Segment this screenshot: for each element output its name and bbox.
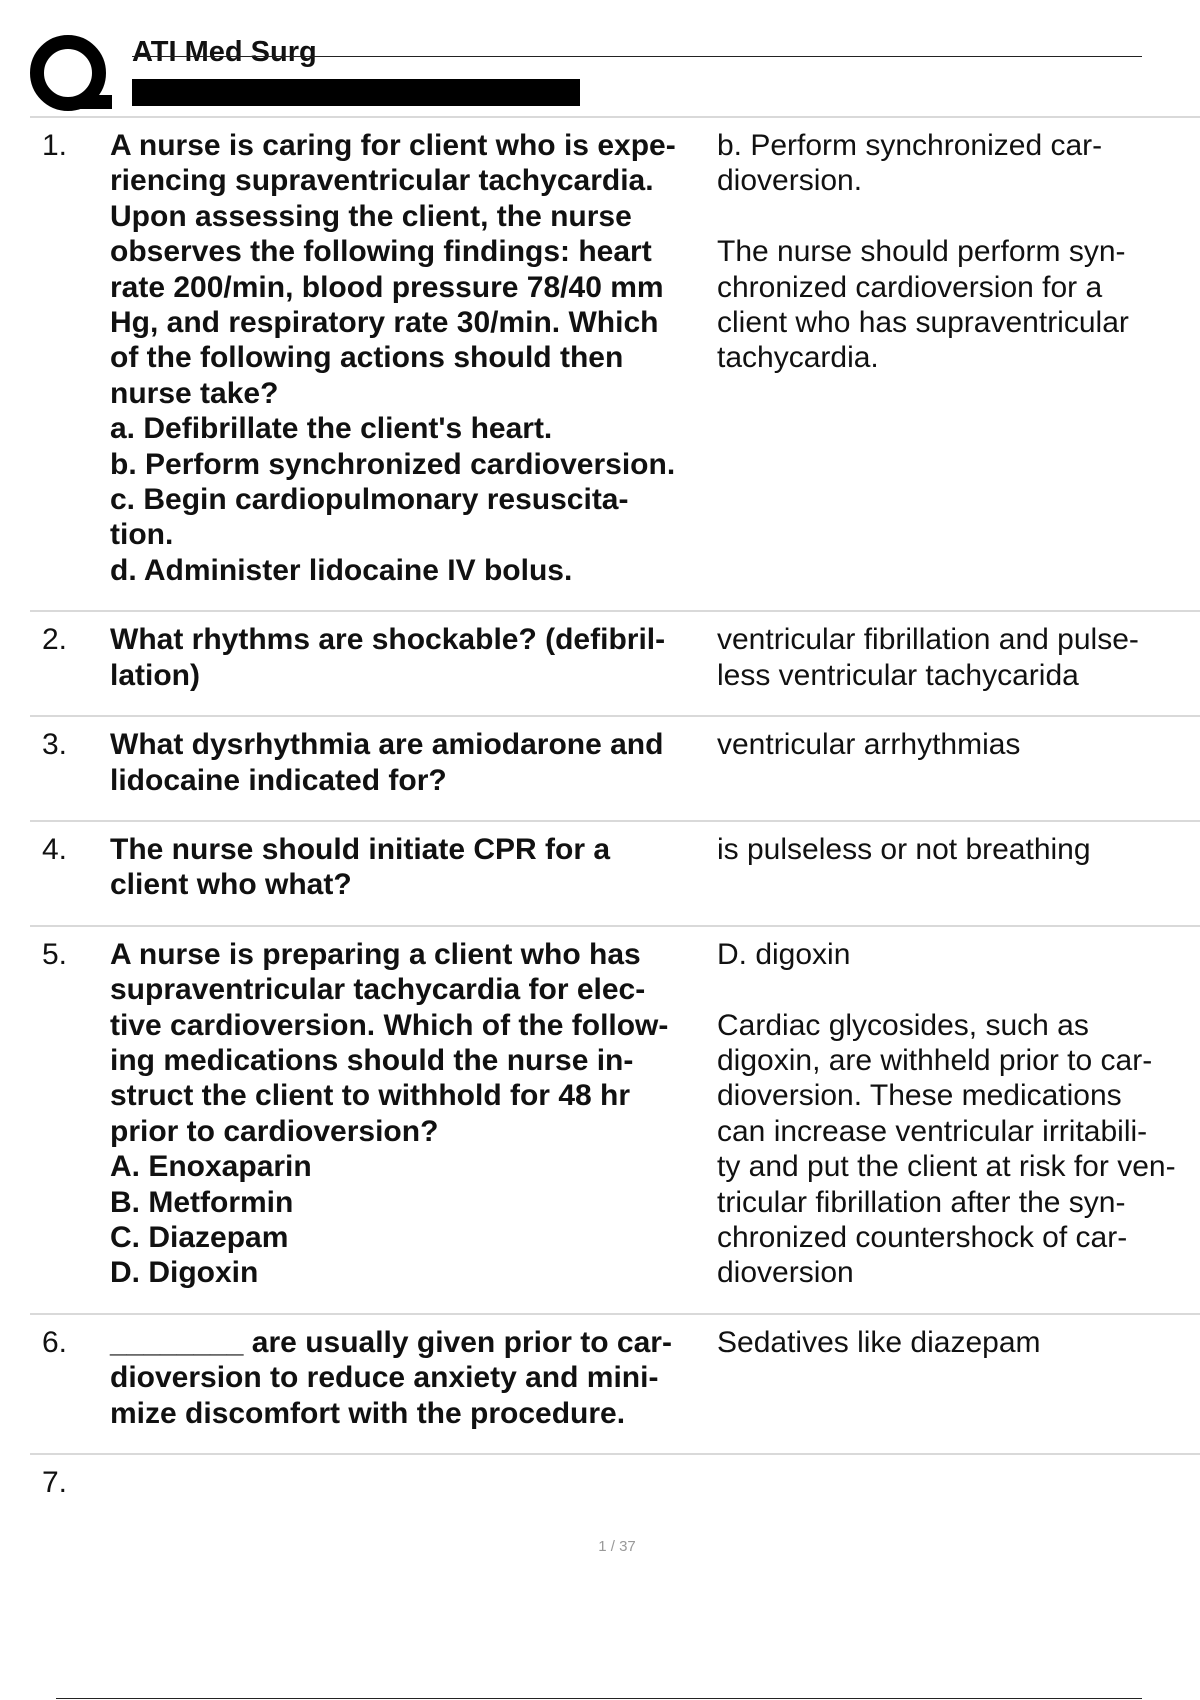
question-line: ing medications should the nurse in- xyxy=(110,1043,634,1077)
flashcard-row xyxy=(30,820,1200,925)
card-answer xyxy=(717,937,1200,1291)
card-number: 1. xyxy=(42,129,68,162)
card-number: 4. xyxy=(42,832,68,866)
question-line: rate 200/min, blood pressure 78/40 mm xyxy=(110,270,664,304)
flashcard-list xyxy=(30,116,1200,1522)
question-line: ________ are usually given prior to car- xyxy=(110,1325,672,1359)
question-line: mize discomfort with the procedure. xyxy=(110,1396,626,1430)
question-line: supraventricular tachycardia for elec- xyxy=(110,973,646,1007)
flashcard-row xyxy=(30,925,1200,1313)
card-question xyxy=(110,832,717,903)
answer-line: ventricular arrhythmias xyxy=(717,728,1021,762)
answer-line: Sedatives like diazepam xyxy=(717,1325,1041,1359)
answer-line: can increase ventricular irritabili- xyxy=(717,1114,1148,1148)
question-line: b. Perform synchronized cardioversion. xyxy=(110,447,676,481)
answer-line: dioversion. These medications xyxy=(717,1079,1122,1113)
card-answer xyxy=(717,1325,1200,1431)
question-line: lidocaine indicated for? xyxy=(110,763,447,797)
redacted-author-bar xyxy=(132,79,580,106)
flashcard-row xyxy=(30,610,1200,715)
card-number: 7. xyxy=(42,1466,68,1499)
card-answer xyxy=(717,1465,1200,1500)
card-question xyxy=(110,1325,717,1431)
question-line: c. Begin cardiopulmonary resuscita- xyxy=(110,483,629,517)
answer-line: D. digoxin xyxy=(717,937,851,971)
card-number: 2. xyxy=(42,623,68,657)
card-answer xyxy=(717,622,1200,693)
question-line: C. Diazepam xyxy=(110,1220,289,1254)
card-question xyxy=(110,128,717,588)
flashcard-row xyxy=(30,116,1200,610)
flashcard-row xyxy=(30,1453,1200,1522)
question-line: prior to cardioversion? xyxy=(110,1114,439,1148)
question-line: D. Digoxin xyxy=(110,1256,259,1290)
question-line: A nurse is caring for client who is expe- xyxy=(110,129,676,162)
card-question xyxy=(110,727,717,798)
question-line: riencing supraventricular tachycardia. xyxy=(110,164,654,198)
answer-line: ventricular fibrillation and pulse- xyxy=(717,623,1139,657)
answer-line: less ventricular tachycarida xyxy=(717,658,1079,692)
question-line: B. Metformin xyxy=(110,1185,294,1219)
page-number: 1 / 37 xyxy=(598,1538,636,1555)
quizlet-q-logo-icon xyxy=(28,33,112,117)
question-line: d. Administer lidocaine IV bolus. xyxy=(110,553,573,587)
title-rule xyxy=(132,56,1142,57)
question-line: lation) xyxy=(110,658,200,692)
question-line: What rhythms are shockable? (defibril- xyxy=(110,623,666,657)
answer-line: dioversion xyxy=(717,1256,854,1290)
question-line: The nurse should initiate CPR for a xyxy=(110,832,611,866)
question-line: tion. xyxy=(110,518,174,552)
flashcard-row xyxy=(30,1313,1200,1453)
answer-line xyxy=(717,972,1200,1007)
question-line: Hg, and respiratory rate 30/min. Which xyxy=(110,306,659,340)
answer-line: Cardiac glycosides, such as xyxy=(717,1008,1089,1042)
question-line: What dysrhythmia are amiodarone and xyxy=(110,728,664,762)
answer-line: client who has supraventricular xyxy=(717,306,1129,340)
card-number: 6. xyxy=(42,1325,68,1359)
answer-line: b. Perform synchronized car- xyxy=(717,129,1103,162)
answer-line: chronized cardioversion for a xyxy=(717,270,1103,304)
card-number: 3. xyxy=(42,728,68,762)
answer-line: The nurse should perform syn- xyxy=(717,235,1126,269)
question-line: of the following actions should then xyxy=(110,341,624,375)
card-question xyxy=(110,622,717,693)
card-answer xyxy=(717,727,1200,798)
question-line: tive cardioversion. Which of the follow- xyxy=(110,1008,669,1042)
answer-line: is pulseless or not breathing xyxy=(717,832,1091,866)
answer-line: tricular fibrillation after the syn- xyxy=(717,1185,1126,1219)
answer-line: chronized countershock of car- xyxy=(717,1220,1128,1254)
question-line: dioversion to reduce anxiety and mini- xyxy=(110,1361,659,1395)
question-line: A. Enoxaparin xyxy=(110,1150,312,1184)
answer-line xyxy=(717,199,1200,234)
document-title: ATI Med Surg xyxy=(132,36,317,68)
question-line: A nurse is preparing a client who has xyxy=(110,937,641,971)
question-line: nurse take? xyxy=(110,376,279,410)
card-answer xyxy=(717,128,1200,588)
card-question xyxy=(110,1465,717,1500)
answer-line: digoxin, are withheld prior to car- xyxy=(717,1043,1153,1077)
question-line: a. Defibrillate the client's heart. xyxy=(110,412,553,446)
card-number: 5. xyxy=(42,937,68,971)
question-line: observes the following findings: heart xyxy=(110,235,652,269)
answer-line: ty and put the client at risk for ven- xyxy=(717,1150,1176,1184)
answer-line: tachycardia. xyxy=(717,341,879,375)
card-question xyxy=(110,937,717,1291)
question-line: Upon assessing the client, the nurse xyxy=(110,199,632,233)
footer-rule xyxy=(56,1698,1142,1699)
flashcard-row xyxy=(30,715,1200,820)
question-line: client who what? xyxy=(110,868,352,902)
card-answer xyxy=(717,832,1200,903)
answer-line: dioversion. xyxy=(717,164,863,198)
question-line: struct the client to withhold for 48 hr xyxy=(110,1079,631,1113)
